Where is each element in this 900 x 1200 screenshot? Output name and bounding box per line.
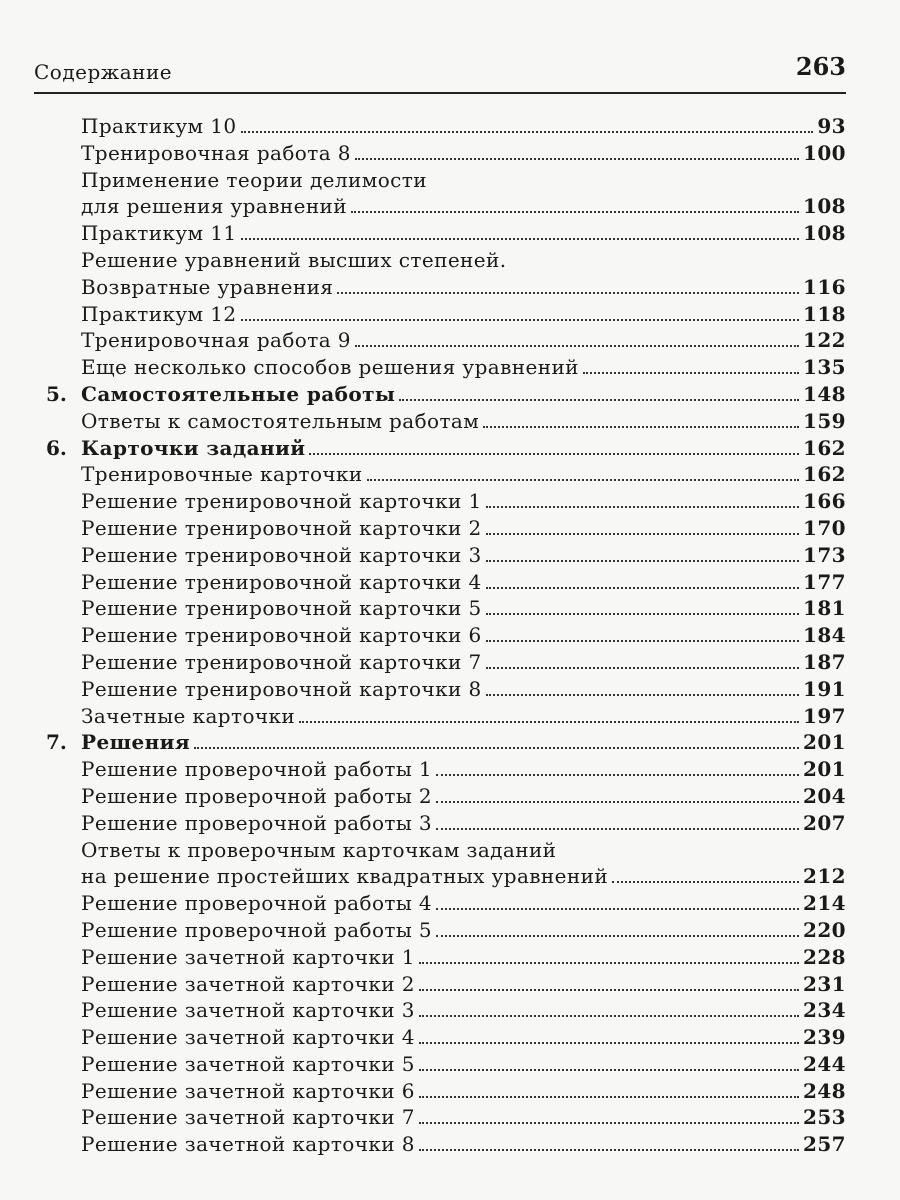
toc-line: [81, 542, 846, 568]
entry-page-number: 100: [803, 140, 846, 165]
entry-page-number: 234: [803, 998, 846, 1023]
toc-entry[interactable]: [0, 569, 900, 596]
toc-line: [81, 810, 846, 836]
entry-page-number: 122: [803, 328, 846, 353]
entry-title: Возвратные уравнения: [81, 274, 334, 299]
toc-line: [81, 1131, 846, 1157]
page-number: 263: [795, 52, 846, 81]
dot-leader: [436, 810, 799, 830]
toc-line: [81, 863, 846, 889]
toc-entry[interactable]: [0, 944, 900, 971]
dot-leader: [419, 997, 799, 1017]
running-head-title: Содержание: [34, 60, 173, 84]
toc-section-entry[interactable]: [0, 381, 900, 408]
toc-line: [81, 193, 846, 219]
toc-line: [81, 247, 846, 273]
toc-entry[interactable]: [0, 783, 900, 810]
toc-line: [81, 997, 846, 1023]
toc-line: [81, 729, 846, 755]
toc-entry[interactable]: [0, 301, 900, 328]
toc-section-entry[interactable]: [0, 435, 900, 462]
dot-leader: [419, 1131, 799, 1151]
toc-line: [81, 783, 846, 809]
toc-line: [81, 488, 846, 514]
dot-leader: [486, 676, 799, 696]
entry-title: Решение зачетной карточки 8: [81, 1132, 415, 1157]
dot-leader: [419, 1078, 799, 1098]
entry-title: Решение проверочной работы 2: [81, 783, 433, 808]
entry-page-number: 166: [803, 489, 846, 514]
dot-leader: [355, 140, 799, 160]
dot-leader: [483, 408, 799, 428]
toc-section-entry[interactable]: [0, 729, 900, 756]
dot-leader: [399, 381, 799, 401]
entry-title: Решение зачетной карточки 2: [81, 971, 415, 996]
dot-leader: [419, 944, 799, 964]
entry-title: Решение уравнений высших степеней.: [81, 247, 507, 272]
dot-leader: [419, 1051, 799, 1071]
toc-entry[interactable]: [0, 542, 900, 569]
dot-leader: [486, 488, 799, 508]
entry-title: Ответы к проверочным карточкам заданий: [81, 837, 557, 862]
entry-page-number: 220: [803, 917, 846, 942]
toc-entry[interactable]: [0, 1131, 900, 1158]
toc-line: [81, 354, 846, 380]
entry-page-number: 162: [803, 435, 846, 460]
dot-leader: [309, 435, 799, 455]
entry-title: Решение тренировочной карточки 4: [81, 569, 482, 594]
toc-entry[interactable]: [0, 595, 900, 622]
toc-entry-first-line: [0, 167, 900, 194]
dot-leader: [436, 890, 799, 910]
entry-page-number: 159: [803, 408, 846, 433]
toc-line: [81, 274, 846, 300]
toc-line: [81, 220, 846, 246]
toc-line: [81, 1078, 846, 1104]
dot-leader: [241, 220, 800, 240]
entry-title: Практикум 12: [81, 301, 237, 326]
entry-title: Решение зачетной карточки 6: [81, 1078, 415, 1103]
dot-leader: [486, 569, 799, 589]
entry-title: Решение тренировочной карточки 8: [81, 676, 482, 701]
entry-page-number: 93: [817, 114, 846, 138]
entry-title: Тренировочные карточки: [81, 462, 363, 487]
toc-entry[interactable]: [0, 113, 900, 140]
entry-title: Практикум 11: [81, 221, 237, 246]
toc-entry[interactable]: [0, 971, 900, 998]
toc-entry[interactable]: [0, 649, 900, 676]
toc-line: [81, 971, 846, 997]
entry-title: Решение проверочной работы 5: [81, 917, 433, 942]
dot-leader: [337, 274, 799, 294]
dot-leader: [583, 354, 799, 374]
entry-page-number: 239: [803, 1025, 846, 1050]
dot-leader: [194, 729, 799, 749]
entry-title: Ответы к самостоятельным работам: [81, 408, 480, 433]
toc-line: [81, 167, 846, 193]
entry-page-number: 173: [803, 542, 846, 567]
toc-entry[interactable]: [0, 327, 900, 354]
entry-title: Решение тренировочной карточки 6: [81, 623, 482, 648]
toc-entry-first-line: [0, 247, 900, 274]
toc-entry[interactable]: [0, 890, 900, 917]
toc-line: [81, 1051, 846, 1077]
entry-title: Решение зачетной карточки 4: [81, 1025, 415, 1050]
entry-title: на решение простейших квадратных уравнений: [81, 864, 609, 889]
entry-title: Решение тренировочной карточки 2: [81, 515, 482, 540]
toc-entry[interactable]: [0, 1024, 900, 1051]
toc-entry[interactable]: [0, 676, 900, 703]
toc-line: [81, 703, 846, 729]
toc-entry[interactable]: [0, 863, 900, 890]
dot-leader: [486, 542, 799, 562]
entry-page-number: 231: [803, 971, 846, 996]
entry-page-number: 162: [803, 462, 846, 487]
entry-page-number: 207: [803, 810, 846, 835]
toc-entry[interactable]: [0, 515, 900, 542]
entry-title: Практикум 10: [81, 114, 237, 138]
toc-line: [81, 917, 846, 943]
toc-entry[interactable]: [0, 408, 900, 435]
entry-title: Зачетные карточки: [81, 703, 296, 728]
dot-leader: [486, 649, 799, 669]
entry-title: Решение проверочной работы 3: [81, 810, 433, 835]
toc-entry-first-line: [0, 837, 900, 864]
toc-entry[interactable]: [0, 622, 900, 649]
toc-line: [81, 301, 846, 327]
entry-page-number: 187: [803, 649, 846, 674]
entry-page-number: 201: [803, 757, 846, 782]
dot-leader: [241, 113, 814, 133]
section-number: 7.: [46, 730, 67, 755]
toc-line: [81, 944, 846, 970]
toc-entry[interactable]: [0, 488, 900, 515]
toc-entry[interactable]: [0, 220, 900, 247]
section-number: 5.: [46, 381, 67, 406]
entry-page-number: 212: [803, 864, 846, 889]
entry-page-number: 214: [803, 891, 846, 916]
toc-entry[interactable]: [0, 1051, 900, 1078]
entry-page-number: 201: [803, 730, 846, 755]
entry-page-number: 248: [803, 1078, 846, 1103]
toc-line: [81, 622, 846, 648]
entry-title: Решение зачетной карточки 1: [81, 944, 415, 969]
toc-line: [81, 649, 846, 675]
entry-title: Применение теории делимости: [81, 167, 427, 192]
toc-line: [81, 327, 846, 353]
entry-page-number: 170: [803, 515, 846, 540]
dot-leader: [367, 461, 799, 481]
toc-line: [81, 756, 846, 782]
toc-line: [81, 140, 846, 166]
toc-line: [81, 569, 846, 595]
dot-leader: [612, 863, 799, 883]
dot-leader: [419, 971, 799, 991]
entry-title: Решения: [81, 730, 191, 755]
toc-line: [81, 435, 846, 461]
entry-page-number: 181: [803, 596, 846, 621]
entry-title: Решение зачетной карточки 3: [81, 998, 415, 1023]
toc-entry[interactable]: [0, 917, 900, 944]
entry-page-number: 108: [803, 221, 846, 246]
entry-page-number: 135: [803, 355, 846, 380]
entry-title: Самостоятельные работы: [81, 381, 396, 406]
dot-leader: [241, 301, 800, 321]
dot-leader: [419, 1104, 799, 1124]
table-of-contents: [0, 113, 900, 1158]
dot-leader: [436, 917, 799, 937]
toc-entry[interactable]: [0, 1104, 900, 1131]
entry-page-number: 184: [803, 623, 846, 648]
dot-leader: [419, 1024, 799, 1044]
entry-page-number: 116: [803, 274, 846, 299]
entry-title: Карточки заданий: [81, 435, 306, 460]
entry-title: Решение тренировочной карточки 3: [81, 542, 482, 567]
toc-line: [81, 515, 846, 541]
dot-leader: [486, 622, 799, 642]
entry-page-number: 191: [803, 676, 846, 701]
toc-entry[interactable]: [0, 274, 900, 301]
entry-page-number: 257: [803, 1132, 846, 1157]
toc-line: [81, 595, 846, 621]
entry-page-number: 108: [803, 194, 846, 219]
toc-entry[interactable]: [0, 193, 900, 220]
dot-leader: [486, 595, 799, 615]
dot-leader: [486, 515, 799, 535]
entry-page-number: 253: [803, 1105, 846, 1130]
toc-line: [81, 1024, 846, 1050]
toc-line: [81, 113, 846, 139]
toc-entry[interactable]: [0, 461, 900, 488]
toc-entry[interactable]: [0, 997, 900, 1024]
entry-page-number: 118: [803, 301, 846, 326]
toc-entry[interactable]: [0, 1078, 900, 1105]
toc-line: [81, 461, 846, 487]
toc-line: [81, 890, 846, 916]
entry-page-number: 204: [803, 783, 846, 808]
dot-leader: [436, 783, 799, 803]
toc-entry[interactable]: [0, 354, 900, 381]
entry-title: Решение тренировочной карточки 5: [81, 596, 482, 621]
page-header: [34, 52, 846, 94]
entry-title: Тренировочная работа 9: [81, 328, 351, 353]
section-number: 6.: [46, 435, 67, 460]
dot-leader: [351, 193, 799, 213]
entry-title: Решение проверочной работы 4: [81, 891, 433, 916]
entry-title: Еще несколько способов решения уравнений: [81, 355, 579, 380]
entry-title: Решение зачетной карточки 5: [81, 1051, 415, 1076]
toc-entry[interactable]: [0, 703, 900, 730]
entry-title: Решение тренировочной карточки 7: [81, 649, 482, 674]
entry-page-number: 244: [803, 1051, 846, 1076]
entry-title: Решение проверочной работы 1: [81, 757, 433, 782]
toc-entry[interactable]: [0, 810, 900, 837]
toc-line: [81, 676, 846, 702]
toc-line: [81, 408, 846, 434]
dot-leader: [355, 327, 799, 347]
entry-title: Решение зачетной карточки 7: [81, 1105, 415, 1130]
entry-title: для решения уравнений: [81, 194, 348, 219]
entry-page-number: 197: [803, 703, 846, 728]
toc-line: [81, 837, 846, 863]
toc-line: [81, 381, 846, 407]
toc-entry[interactable]: [0, 756, 900, 783]
entry-page-number: 177: [803, 569, 846, 594]
toc-line: [81, 1104, 846, 1130]
dot-leader: [299, 703, 799, 723]
entry-page-number: 228: [803, 944, 846, 969]
entry-title: Тренировочная работа 8: [81, 140, 351, 165]
entry-title: Решение тренировочной карточки 1: [81, 489, 482, 514]
entry-page-number: 148: [803, 381, 846, 406]
toc-entry[interactable]: [0, 140, 900, 167]
dot-leader: [436, 756, 799, 776]
